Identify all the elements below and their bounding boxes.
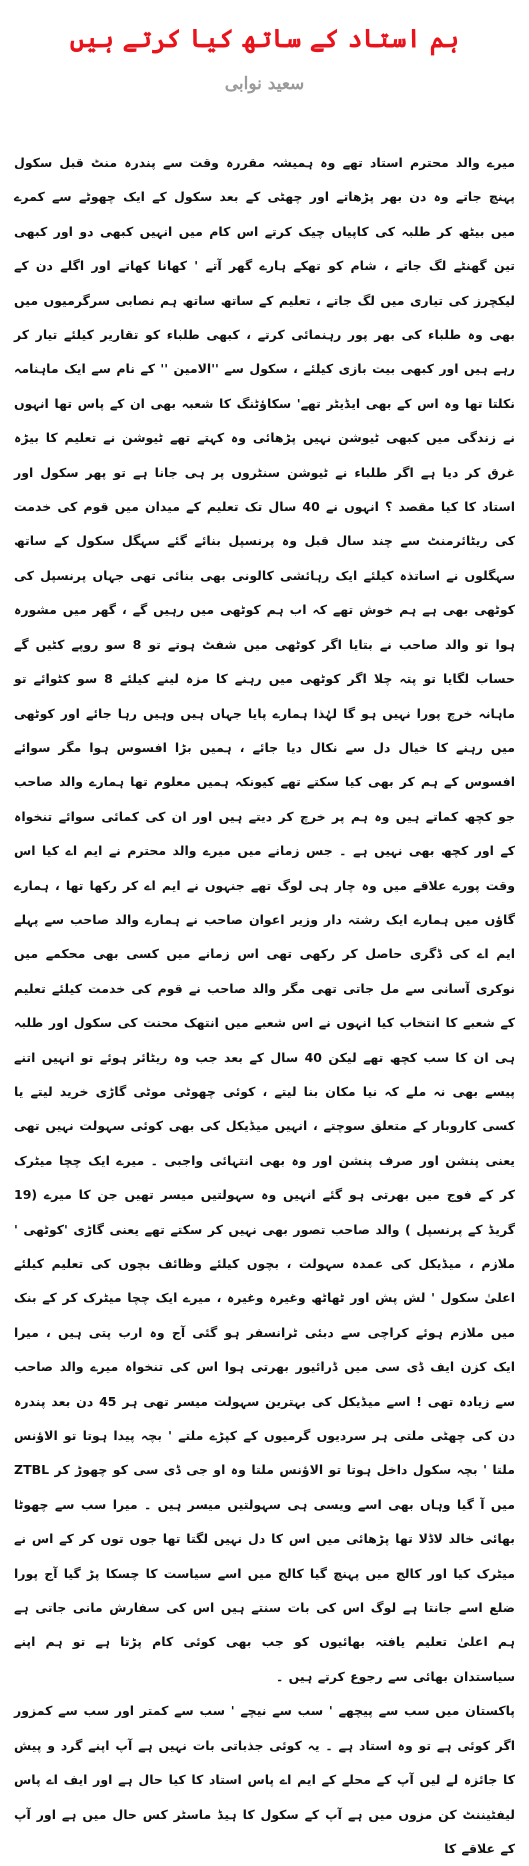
author-byline: سعید نوابی <box>224 74 305 94</box>
article-paragraph: میرے والد محترم استاد تھے وہ ہمیشہ مقررہ وقت سے پندرہ منٹ قبل سکول پہنچ جاتے وہ دن بھر پڑھاتے اور چھٹی کے بعد سکول کے ایک چھوٹے سے کمرے میں بیٹھ کر طلبہ کی کاپیاں چیک کرتے اس کام میں انہیں کبھی دو اور کبھی تین گھنٹے لگ جاتے ، شام کو تھکے ہارے گھر آتے ' کھانا کھاتے اور اگلے دن کے لیکچرز کی تیاری میں لگ جاتے ، تعلیم کے ساتھ ساتھ ہم نصابی سرگرمیوں میں بھی وہ طلباء کی بھر پور رہنمائی کرتے ، کبھی طلباء کو تقاریر کیلئے تیار کر رہے ہیں اور کبھی بیت بازی کیلئے ، سکول سے ''الامین '' کے نام سے ایک ماہنامہ نکلتا تھا وہ اس کے بھی ایڈیٹر تھے' سکاؤٹنگ کا شعبہ بھی ان کے پاس تھا انہوں نے زندگی میں کبھی ٹیوشن نہیں پڑھائی وہ کہتے تھے ٹیوشن نے تعلیم کا بیڑہ غرق کر دیا ہے اگر طلباء نے ٹیوشن سنٹروں پر ہی جانا ہے تو پھر سکول اور استاد کا کیا مقصد ؟ انہوں نے 40 سال تک تعلیم کے میدان میں قوم کی خدمت کی ریٹائرمنٹ سے چند سال قبل وہ پرنسپل بنائے گئے سہگل سکول کے ساتھ سہگلوں نے اساتذہ کیلئے ایک رہائشی کالونی بھی بنائی تھی جہاں پرنسپل کی کوٹھی بھی ہے ہم خوش تھے کہ اب ہم کوٹھی میں رہیں گے ، گھر میں مشورہ ہوا تو والد صاحب نے بتایا اگر کوٹھی میں شفٹ ہوتے تو 8 سو روپے کٹیں گے حساب لگایا تو پتہ چلا اگر کوٹھی میں رہنے کا مزہ لینے کیلئے 8 سو کٹوائے تو ماہانہ خرچ پورا نہیں ہو گا لہٰذا ہمارے پایا جہاں ہیں وہیں رہا جائے اور کوٹھی میں رہنے کا خیال دل سے نکال دیا جائے ، ہمیں بڑا افسوس ہوا مگر سوائے افسوس کے ہم کر بھی کیا سکتے تھے کیونکہ ہمیں معلوم تھا ہمارے والد صاحب جو کچھ کماتے ہیں وہ ہم پر خرچ کر دیتے ہیں اور ان کی کمائی سوائے تنخواہ کے اور کچھ بھی نہیں ہے ۔ جس زمانے میں میرے والد محترم نے ایم اے کیا اس وقت پورے علاقے میں وہ چار ہی لوگ تھے جنہوں نے ایم اے کر رکھا تھا ، ہمارے گاؤں میں ہمارے ایک رشتہ دار وزیر اعوان صاحب نے ہمارے والد صاحب سے پہلے ایم اے کی ڈگری حاصل کر رکھی تھی اس زمانے میں کسی بھی محکمے میں نوکری آسانی سے مل جاتی تھی مگر والد صاحب نے قوم کی خدمت کیلئے تعلیم کے شعبے کا انتخاب کیا انہوں نے اس شعبے میں انتھک محنت کی سکول اور طلبہ ہی ان کا سب کچھ تھے لیکن 40 سال کے بعد جب وہ ریٹائر ہوئے تو انہیں اتنے پیسے بھی نہ ملے کہ نیا مکان بنا لیتے ، کوئی چھوٹی موٹی گاڑی خرید لیتے یا کسی کاروبار کے متعلق سوچتے ، انہیں میڈیکل کی بھی کوئی سہولت نہیں تھی یعنی پنشن اور صرف پنشن اور وہ بھی انتہائی واجبی ۔ میرے ایک چچا میٹرک کر کے فوج میں بھرتی ہو گئے انہیں وہ سہولتیں میسر تھیں جن کا میرے (19 گریڈ کے پرنسپل ) والد صاحب تصور بھی نہیں کر سکتے تھے یعنی گاڑی 'کوٹھی ' ملازم ، میڈیکل کی عمدہ سہولت ، بچوں کیلئے وظائف بچوں کی تعلیم کیلئے اعلیٰ سکول ' لش پش اور ٹھاٹھ وغیرہ وغیرہ ، میرے ایک چچا میٹرک کر کے بنک میں ملازم ہوئے کراچی سے دبئی ٹرانسفر ہو گئی آج وہ ارب پتی ہیں ، میرا ایک کزن ایف ڈی سی میں ڈرائیور بھرتی ہوا اس کی تنخواہ میرے والد صاحب سے زیادہ تھی ! اسے میڈیکل کی بہترین سہولت میسر تھی ہر 45 دن بعد پندرہ دن کی چھٹی ملتی ہر سردیوں گرمیوں کے کپڑے ملتے ' بچہ پیدا ہوتا تو الاؤنس ملتا ' بچہ سکول داخل ہوتا تو الاؤنس ملتا وہ او جی ڈی سی کو چھوڑ کر ZTBL میں آ گیا وہاں بھی اسے ویسی ہی سہولتیں میسر ہیں ۔ میرا سب سے چھوٹا بھائی خالد لاڈلا تھا پڑھائی میں اس کا دل نہیں لگتا تھا جوں توں کر کے اس نے میٹرک کیا اور کالج میں پہنچ گیا کالج میں اسے سیاست کا چسکا پڑ گیا آج پورا ضلع اسے جانتا ہے لوگ اس کی بات سنتے ہیں اس کی سفارش مانی جاتی ہے ہم اعلیٰ تعلیم یافتہ بھائیوں کو جب بھی کوئی کام پڑتا ہے تو ہم اپنے سیاستدان بھائی سے رجوع کرتے ہیں ۔ <box>14 155 515 1684</box>
article-body <box>14 146 515 1866</box>
article-title: ہم استاد کے ساتھ کیا کرتے ہیں <box>69 24 460 53</box>
article-paragraph: پاکستان میں سب سے پیچھے ' سب سے نیچے ' سب سے کمتر اور سب سے کمزور اگر کوئی ہے تو وہ استاد ہے ۔ یہ کوئی جذباتی بات نہیں ہے آپ اپنے گرد و پیش کا جائزہ لے لیں آپ کے محلے کے ایم اے پاس استاد کا کیا حال ہے اور ایف اے پاس لیفٹیننٹ کن مزوں میں ہے آپ کے سکول کا ہیڈ ماسٹر کس حال میں ہے اور آپ کے علاقے کا <box>14 1703 515 1856</box>
